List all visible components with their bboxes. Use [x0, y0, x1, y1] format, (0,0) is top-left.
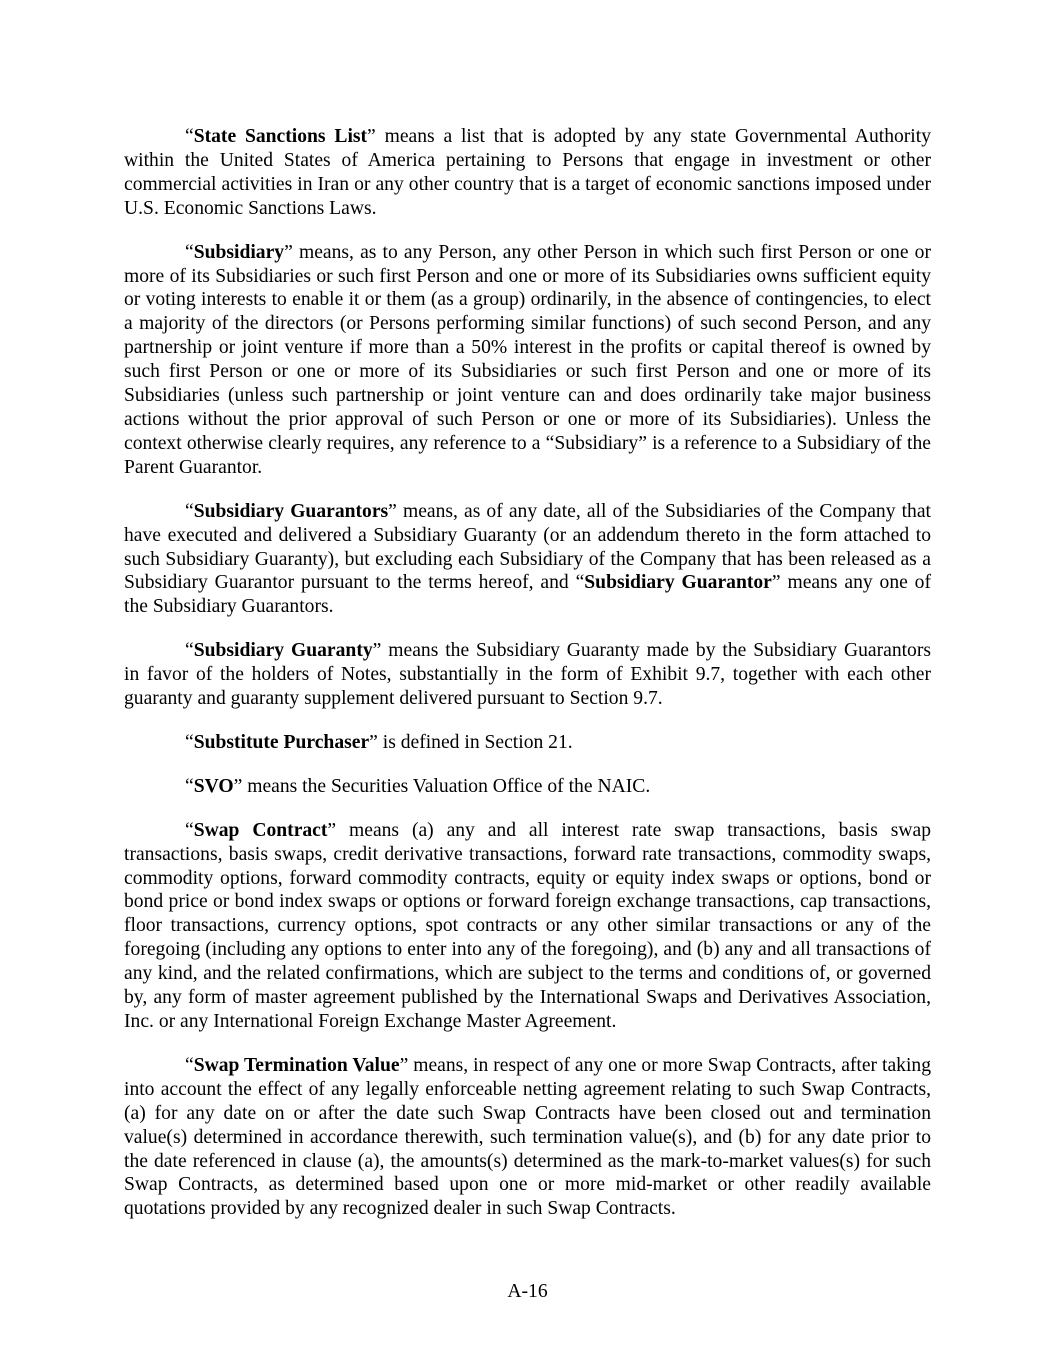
- page-number: A-16: [507, 1281, 548, 1302]
- definition-state-sanctions-list: “State Sanctions List” means a list that is adopted by any state Governmental Authority within the United States of America pertaining to Persons that engage in investment or other commercial activities in Iran or any other country that is a target of economic sanctions imposed under U.S. Economic Sanctions Laws.: [124, 126, 931, 219]
- definition-text: means a list that is adopted by any state Governmental Authority within the United States of America pertaining to Persons that engage in investment or other commercial activities in Iran or any other country that is a target of economic sanctions imposed under U.S. Economic Sanctions Laws.: [124, 126, 931, 219]
- definition-text: means, as to any Person, any other Person in which such first Person or one or more of its Subsidiaries or such first Person and one or more of its Subsidiaries owns sufficient equity or voting interests to enable it or them (as a group) ordinarily, in the absence of contingencies, to elect a majority of the directors (or Persons performing similar functions) of such second Person, and any partnership or joint venture if more than a 50% interest in the profits or capital thereof is owned by such first Person or one or more of its Subsidiaries or such first Person and one or more of its Subsidiaries (unless such partnership or joint venture can and does ordinarily take major business actions without the prior approval of such Person or one or more of its Subsidiaries). Unless the context otherwise clearly requires, any reference to a “Subsidiary” is a reference to a Subsidiary of the Parent Guarantor.: [124, 241, 931, 478]
- definition-swap-termination-value: “Swap Termination Value” means, in respect of any one or more Swap Contracts, after taking into account the effect of any legally enforceable netting agreement relating to such Swap Contracts, (a) for any date on or after the date such Swap Contracts have been closed out and termination value(s) determined in accordance therewith, such termination value(s), and (b) for any date prior to the date referenced in clause (a), the amounts(s) determined as the mark-to-market values(s) for such Swap Contracts, as determined based upon one or more mid-market or other readily available quotations provided by any recognized dealer in such Swap Contracts.: [124, 1054, 931, 1220]
- definition-substitute-purchaser: “Substitute Purchaser” is defined in Section 21.: [185, 731, 573, 753]
- document-body: [124, 125, 931, 1241]
- definition-text: is defined in Section 21.: [377, 731, 573, 753]
- definition-svo: “SVO” means the Securities Valuation Office of the NAIC.: [185, 775, 651, 797]
- definition-subsidiary-guaranty: “Subsidiary Guaranty” means the Subsidiary Guaranty made by the Subsidiary Guarantors in favor of the holders of Notes, substantially in the form of Exhibit 9.7, together with each other guaranty and guaranty supplement delivered pursuant to Section 9.7.: [124, 640, 932, 710]
- defined-term: Swap Contract: [193, 819, 328, 841]
- defined-term: Subsidiary Guarantors: [193, 500, 389, 522]
- definition-text: means the Subsidiary Guaranty made by the Subsidiary Guarantors in favor of the holders of Notes, substantially in the form of Exhibit 9.7, together with each other guaranty and guaranty supplement delivered pursuant to Section 9.7.: [124, 640, 932, 710]
- definition-text: means, in respect of any one or more Swap Contracts, after taking into account the effect of any legally enforceable netting agreement relating to such Swap Contracts, (a) for any date on or after the date such Swap Contracts have been closed out and termination value(s) determined in accordance therewith, such termination value(s), and (b) for any date prior to the date referenced in clause (a), the amounts(s) determined as the mark-to-market values(s) for such Swap Contracts, as determined based upon one or more mid-market or other readily available quotations provided by any recognized dealer in such Swap Contracts.: [124, 1054, 931, 1220]
- defined-term: Substitute Purchaser: [193, 731, 370, 753]
- defined-term: Subsidiary Guaranty: [193, 640, 373, 662]
- defined-term: Swap Termination Value: [193, 1054, 400, 1076]
- definition-swap-contract: “Swap Contract” means (a) any and all interest rate swap transactions, basis swap transactions, basis swaps, credit derivative transactions, forward rate transactions, commodity swaps, commodity options, forward commodity contracts, equity or equity index swaps or options, bond or bond price or bond index swaps or options or forward foreign exchange transactions, cap transactions, floor transactions, currency options, spot contracts or any other similar transactions or any of the foregoing (including any options to enter into any of the foregoing), and (b) any and all transactions of any kind, and the related confirmations, which are subject to the terms and conditions of, or governed by, any form of master agreement published by the International Swaps and Derivatives Association, Inc. or any International Foreign Exchange Master Agreement.: [124, 819, 932, 1032]
- definition-text-continued: ” means any one of the Subsidiary Guarantors.: [124, 572, 932, 618]
- definition-subsidiary-guarantors: “Subsidiary Guarantors” means, as of any date, all of the Subsidiaries of the Company that have executed and delivered a Subsidiary Guaranty (or an addendum thereto in the form attached to such Subsidiary Guaranty), but excluding each Subsidiary of the Company that has been released as a Subsidiary Guarantor pursuant to the terms hereof, and “Subsidiary Guarantor” means any one of the Subsidiary Guarantors.: [124, 500, 932, 618]
- defined-term: Subsidiary: [193, 241, 285, 263]
- definition-subsidiary: “Subsidiary” means, as to any Person, any other Person in which such first Person or one or more of its Subsidiaries or such first Person and one or more of its Subsidiaries owns sufficient equity or voting interests to enable it or them (as a group) ordinarily, in the absence of contingencies, to elect a majority of the directors (or Persons performing similar functions) of such second Person, and any partnership or joint venture if more than a 50% interest in the profits or capital thereof is owned by such first Person or one or more of its Subsidiaries or such first Person and one or more of its Subsidiaries (unless such partnership or joint venture can and does ordinarily take major business actions without the prior approval of such Person or one or more of its Subsidiaries). Unless the context otherwise clearly requires, any reference to a “Subsidiary” is a reference to a Subsidiary of the Parent Guarantor.: [124, 241, 931, 478]
- defined-term-secondary: Subsidiary Guarantor: [584, 572, 772, 594]
- definition-text: means, as of any date, all of the Subsidiaries of the Company that have executed and delivered a Subsidiary Guaranty (or an addendum thereto in the form attached to such Subsidiary Guaranty), but excluding each Subsidiary of the Company that has been released as a Subsidiary Guarantor pursuant to the terms hereof, and “: [124, 500, 931, 594]
- defined-term: State Sanctions List: [193, 126, 368, 147]
- definition-text: means (a) any and all interest rate swap transactions, basis swap transactions, basis swaps, credit derivative transactions, forward rate transactions, commodity swaps, commodity options, forward commodity contracts, equity or equity index swaps or options, bond or bond price or bond index swaps or options or forward foreign exchange transactions, cap transactions, floor transactions, currency options, spot contracts or any other similar transactions or any of the foregoing (including any options to enter into any of the foregoing), and (b) any and all transactions of any kind, and the related confirmations, which are subject to the terms and conditions of, or governed by, any form of master agreement published by the International Swaps and Derivatives Association, Inc. or any International Foreign Exchange Master Agreement.: [124, 819, 932, 1032]
- definition-text: means the Securities Valuation Office of the NAIC.: [242, 775, 651, 797]
- defined-term: SVO: [193, 775, 234, 797]
